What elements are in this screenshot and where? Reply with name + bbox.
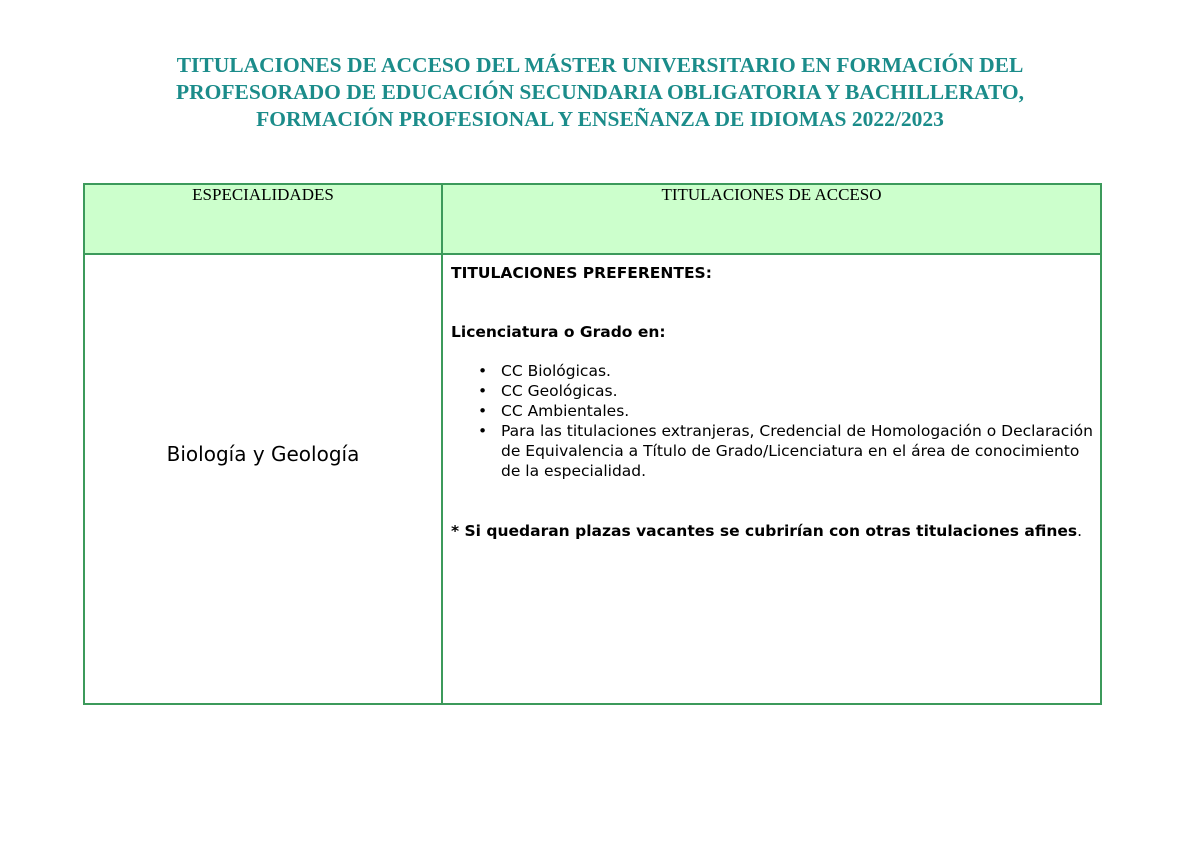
title-line: FORMACIÓN PROFESIONAL Y ENSEÑANZA DE IDIOMAS 2022/2023 bbox=[256, 107, 944, 131]
list-item: • CC Ambientales. bbox=[501, 401, 1094, 421]
especialidad-cell bbox=[84, 254, 442, 704]
table-header-row bbox=[84, 184, 1101, 254]
preferentes-heading: TITULACIONES PREFERENTES: bbox=[451, 264, 712, 282]
vacancy-note-end: . bbox=[1077, 522, 1083, 540]
document-title bbox=[0, 52, 1200, 133]
licenciatura-heading: Licenciatura o Grado en: bbox=[451, 323, 666, 341]
table-row bbox=[84, 254, 1101, 704]
header-especialidades: ESPECIALIDADES bbox=[84, 184, 442, 254]
vacancy-note bbox=[451, 521, 1094, 541]
list-item: • CC Geológicas. bbox=[501, 381, 1094, 401]
list-item: • Para las titulaciones extranjeras, Credencial de Homologación o Declaración de Equivalencia a Título de Grado/Licenciatura en el área de conocimiento de la especialidad. bbox=[501, 421, 1094, 481]
access-degrees-table bbox=[83, 183, 1102, 705]
especialidad-name: Biología y Geología bbox=[166, 442, 360, 466]
header-titulaciones: TITULACIONES DE ACCESO bbox=[442, 184, 1101, 254]
vacancy-note-text: * Si quedaran plazas vacantes se cubrirían con otras titulaciones afines bbox=[451, 522, 1078, 540]
degree-list bbox=[451, 361, 1094, 481]
titulaciones-cell bbox=[442, 254, 1101, 704]
title-line: TITULACIONES DE ACCESO DEL MÁSTER UNIVERSITARIO EN FORMACIÓN DEL bbox=[176, 53, 1024, 77]
title-line: PROFESORADO DE EDUCACIÓN SECUNDARIA OBLIGATORIA Y BACHILLERATO, bbox=[176, 80, 1024, 104]
list-item: • CC Biológicas. bbox=[501, 361, 1094, 381]
